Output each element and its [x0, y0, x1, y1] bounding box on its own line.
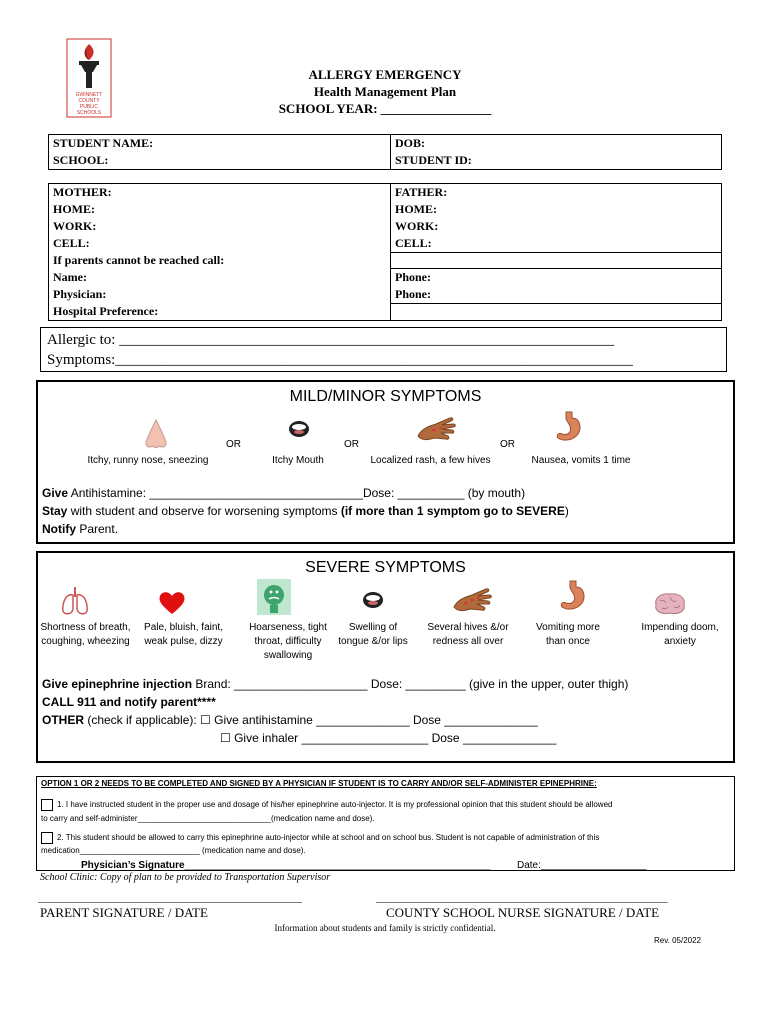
- severe-item-doom: Impending doom, anxiety: [641, 622, 719, 647]
- title-line-1: ALLERGY EMERGENCY: [308, 67, 462, 82]
- contact-left-field[interactable]: WORK:: [49, 218, 391, 235]
- allergy-box: [40, 327, 727, 372]
- svg-text:PUBLIC: PUBLIC: [79, 104, 99, 110]
- mild-heading: MILD/MINOR SYMPTOMS: [289, 388, 482, 405]
- severe-item-tongue: Swelling of tongue &/or lips: [338, 622, 408, 647]
- svg-text:SCHOOLS: SCHOOLS: [76, 110, 102, 116]
- revision-label: Rev. 05/2022: [654, 936, 701, 945]
- contact-right-field[interactable]: [391, 252, 721, 269]
- student-id-field[interactable]: STUDENT ID:: [395, 153, 472, 167]
- severe-heading: SEVERE SYMPTOMS: [305, 559, 466, 576]
- severe-item-vomiting: Vomiting more than once: [536, 622, 600, 647]
- contact-row: [49, 184, 721, 201]
- nurse-signature-label: COUNTY SCHOOL NURSE SIGNATURE / DATE: [386, 905, 660, 920]
- brain-icon: [652, 591, 688, 617]
- contact-left-field[interactable]: If parents cannot be reached call:: [49, 252, 391, 269]
- svg-text:GWINNETT: GWINNETT: [75, 92, 103, 98]
- dob-field[interactable]: DOB:: [395, 136, 425, 150]
- epinephrine-line[interactable]: Give epinephrine injection Brand: ____________________ Dose: _________ (give in the upper, outer thigh): [42, 677, 629, 691]
- notify-parent-line: Notify Parent.: [42, 522, 119, 536]
- or-label: OR: [500, 439, 515, 450]
- mild-item-rash: Localized rash, a few hives: [370, 455, 491, 466]
- school-field[interactable]: SCHOOL:: [49, 152, 391, 169]
- physician-options-box: [36, 776, 735, 871]
- or-label: OR: [226, 439, 241, 450]
- contact-right-field[interactable]: FATHER:: [395, 185, 448, 199]
- school-year-field[interactable]: SCHOOL YEAR: _________________: [278, 101, 492, 116]
- confidentiality-note: Information about students and family is strictly confidential.: [274, 923, 496, 933]
- physician-date-field[interactable]: Date:___________________: [517, 860, 647, 871]
- contact-left-field[interactable]: Name:: [49, 269, 391, 286]
- contact-right-field[interactable]: Phone:: [395, 287, 431, 301]
- option-2-line-2[interactable]: medication___________________________ (medication name and dose).: [41, 846, 306, 855]
- mild-symptoms-section: [36, 380, 735, 544]
- contact-right-field[interactable]: [391, 303, 721, 320]
- other-inhaler-line[interactable]: ☐ Give inhaler ___________________ Dose ______________: [220, 731, 557, 745]
- allergic-to-field[interactable]: Allergic to: __________________________________________________________________: [47, 332, 615, 348]
- severe-item-pulse: Pale, bluish, faint, weak pulse, dizzy: [144, 622, 223, 647]
- contact-row: [49, 269, 721, 286]
- contact-right-field[interactable]: CELL:: [395, 236, 432, 250]
- contact-row: [49, 303, 721, 320]
- contact-row: [49, 218, 721, 235]
- contact-right-field[interactable]: HOME:: [395, 202, 437, 216]
- option-1-line-1: 1. I have instructed student in the proper use and dosage of his/her epinephrine auto-injector. It is my professional opinion that this student should be allowed: [41, 799, 612, 811]
- contact-left-field[interactable]: CELL:: [49, 235, 391, 252]
- options-heading: OPTION 1 OR 2 NEEDS TO BE COMPLETED AND SIGNED BY A PHYSICIAN IF STUDENT IS TO CARRY AND/OR SELF-ADMINISTER EPINEPHRINE:: [41, 779, 597, 788]
- contact-left-field[interactable]: HOME:: [49, 201, 391, 218]
- contact-right-field[interactable]: Phone:: [395, 270, 431, 284]
- svg-text:COUNTY: COUNTY: [78, 98, 100, 104]
- contact-left-field[interactable]: Hospital Preference:: [49, 303, 391, 320]
- contact-row: [49, 252, 721, 269]
- nose-icon: [142, 418, 170, 450]
- title-line-2: Health Management Plan: [313, 84, 457, 99]
- contact-row: [49, 286, 721, 303]
- mouth-icon: [288, 420, 310, 438]
- hand-rash-icon: [416, 414, 456, 444]
- option-2-line-1: 2. This student should be allowed to carry this epinephrine auto-injector while at school and on school bus. Student is not capable of administration of this: [41, 832, 599, 844]
- form-title: [0, 66, 770, 117]
- clinic-note: School Clinic: Copy of plan to be provided to Transportation Supervisor: [40, 872, 331, 883]
- parent-signature-line[interactable]: ________________________________________________: [38, 892, 302, 904]
- or-label: OR: [344, 439, 359, 450]
- vomiting-stomach-icon: [558, 579, 588, 613]
- hives-hand-icon: [452, 585, 492, 615]
- mild-item-mouth: Itchy Mouth: [272, 455, 324, 466]
- contact-row: [49, 201, 721, 218]
- severe-symptoms-section: [36, 551, 735, 763]
- contact-left-field[interactable]: MOTHER:: [49, 184, 391, 201]
- option-1-line-2[interactable]: to carry and self-administer______________________________(medication name and dose).: [41, 814, 375, 823]
- option-1-checkbox[interactable]: [41, 799, 53, 811]
- contact-left-field[interactable]: Physician:: [49, 286, 391, 303]
- stay-with-student-line: Stay with student and observe for worsening symptoms (if more than 1 symptom go to SEVERE): [42, 504, 569, 518]
- symptoms-field[interactable]: Symptoms:_____________________________________________________________________: [47, 352, 633, 368]
- severe-item-breathing: Shortness of breath, coughing, wheezing: [40, 622, 131, 647]
- severe-item-throat: Hoarseness, tight throat, difficulty swallowing: [249, 622, 327, 661]
- give-antihistamine-line[interactable]: Give Antihistamine: ________________________________Dose: __________ (by mouth): [42, 486, 526, 500]
- contact-right-field[interactable]: WORK:: [395, 219, 439, 233]
- student-name-field[interactable]: STUDENT NAME:: [49, 135, 391, 152]
- swollen-tongue-icon: [362, 591, 384, 609]
- student-info-table: [48, 134, 722, 170]
- heart-icon: [158, 591, 186, 615]
- option-2-checkbox[interactable]: [41, 832, 53, 844]
- throat-icon: [257, 579, 291, 615]
- stomach-icon: [554, 410, 584, 444]
- contact-row: [49, 235, 721, 252]
- lungs-icon: [60, 585, 90, 617]
- severe-item-hives: Several hives &/or redness all over: [427, 622, 509, 647]
- mild-item-nose: Itchy, runny nose, sneezing: [87, 455, 209, 466]
- physician-signature-field[interactable]: Physician’s Signature_______________________________________________________: [81, 860, 491, 871]
- parent-signature-label: PARENT SIGNATURE / DATE: [40, 905, 208, 920]
- other-antihistamine-line[interactable]: OTHER (check if applicable): ☐ Give antihistamine ______________ Dose ______________: [42, 713, 538, 727]
- nurse-signature-line[interactable]: _____________________________________________________: [376, 892, 668, 904]
- contact-table: [48, 183, 722, 321]
- call-911-line: CALL 911 and notify parent****: [42, 695, 216, 709]
- mild-item-nausea: Nausea, vomits 1 time: [531, 455, 631, 466]
